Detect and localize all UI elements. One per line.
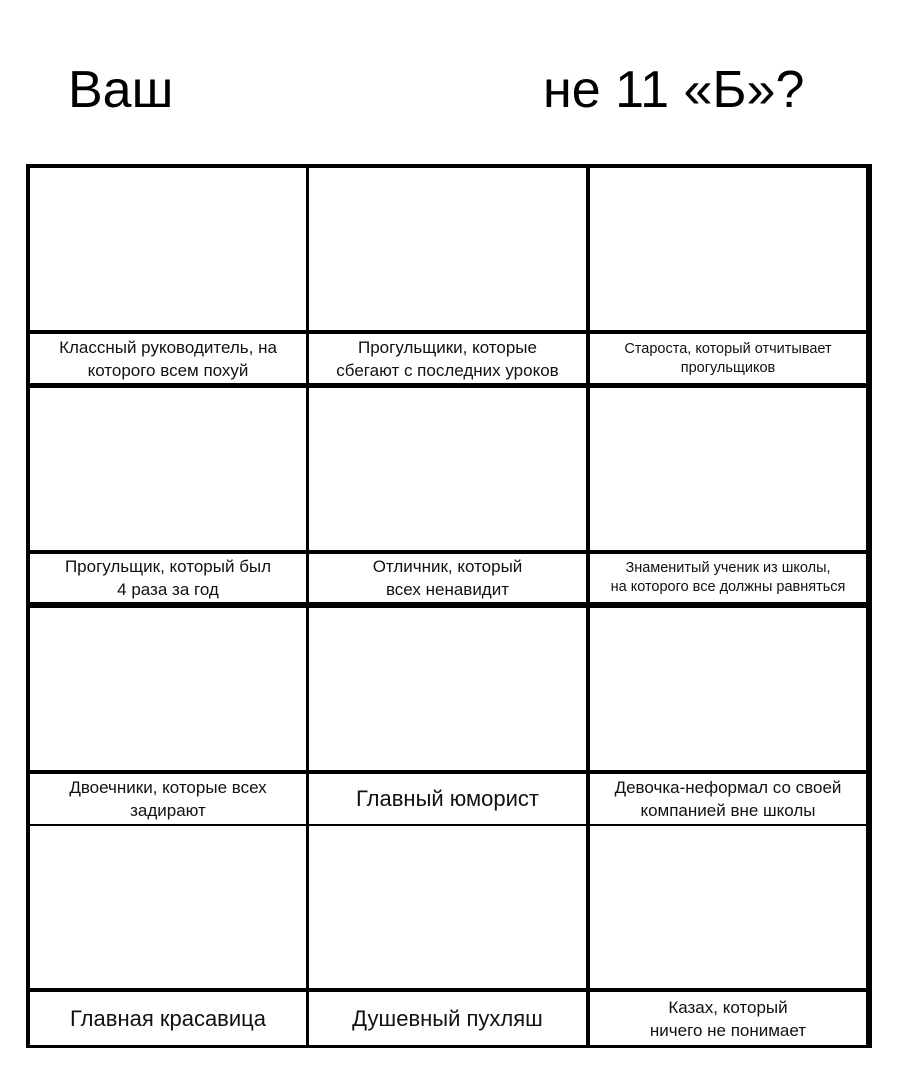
chart-cell	[30, 608, 306, 824]
photo-slot	[590, 168, 866, 330]
chart-cell	[30, 168, 306, 383]
cell-caption: Прогульщик, который был 4 раза за год	[30, 554, 306, 602]
cell-caption: Знаменитый ученик из школы, на которого все должны равняться	[590, 554, 866, 602]
cell-caption: Классный руководитель, на которого всем похуй	[30, 334, 306, 383]
cell-caption: Двоечники, которые всех задирают	[30, 774, 306, 824]
cell-caption: Девочка-неформал со своей компанией вне школы	[590, 774, 866, 824]
page-title-left: Ваш	[68, 61, 174, 119]
chart-cell	[309, 608, 586, 824]
chart-cell	[309, 826, 586, 1045]
chart-cell	[30, 388, 306, 602]
cell-caption: Староста, который отчитывает прогульщиков	[590, 334, 866, 383]
photo-slot	[309, 608, 586, 770]
cell-caption: Отличник, который всех ненавидит	[309, 554, 586, 602]
photo-slot	[309, 168, 586, 330]
chart-cell	[309, 168, 586, 383]
photo-slot	[590, 388, 866, 550]
photo-slot	[309, 388, 586, 550]
chart-cell	[590, 388, 866, 602]
cell-caption: Казах, который ничего не понимает	[590, 992, 866, 1045]
photo-slot	[30, 388, 306, 550]
photo-slot	[30, 608, 306, 770]
cell-caption: Главный юморист	[309, 774, 586, 824]
alignment-chart-grid	[26, 164, 872, 1048]
photo-slot	[309, 826, 586, 988]
chart-cell	[30, 826, 306, 1045]
photo-slot	[590, 608, 866, 770]
chart-cell	[590, 608, 866, 824]
photo-slot	[590, 826, 866, 988]
cell-caption: Прогульщики, которые сбегают с последних уроков	[309, 334, 586, 383]
cell-caption: Душевный пухляш	[309, 992, 586, 1045]
chart-cell	[309, 388, 586, 602]
photo-slot	[30, 826, 306, 988]
cell-caption: Главная красавица	[30, 992, 306, 1045]
photo-slot	[30, 168, 306, 330]
page-title-right: не 11 «Б»?	[543, 61, 805, 119]
chart-cell	[590, 168, 866, 383]
chart-cell	[590, 826, 866, 1045]
